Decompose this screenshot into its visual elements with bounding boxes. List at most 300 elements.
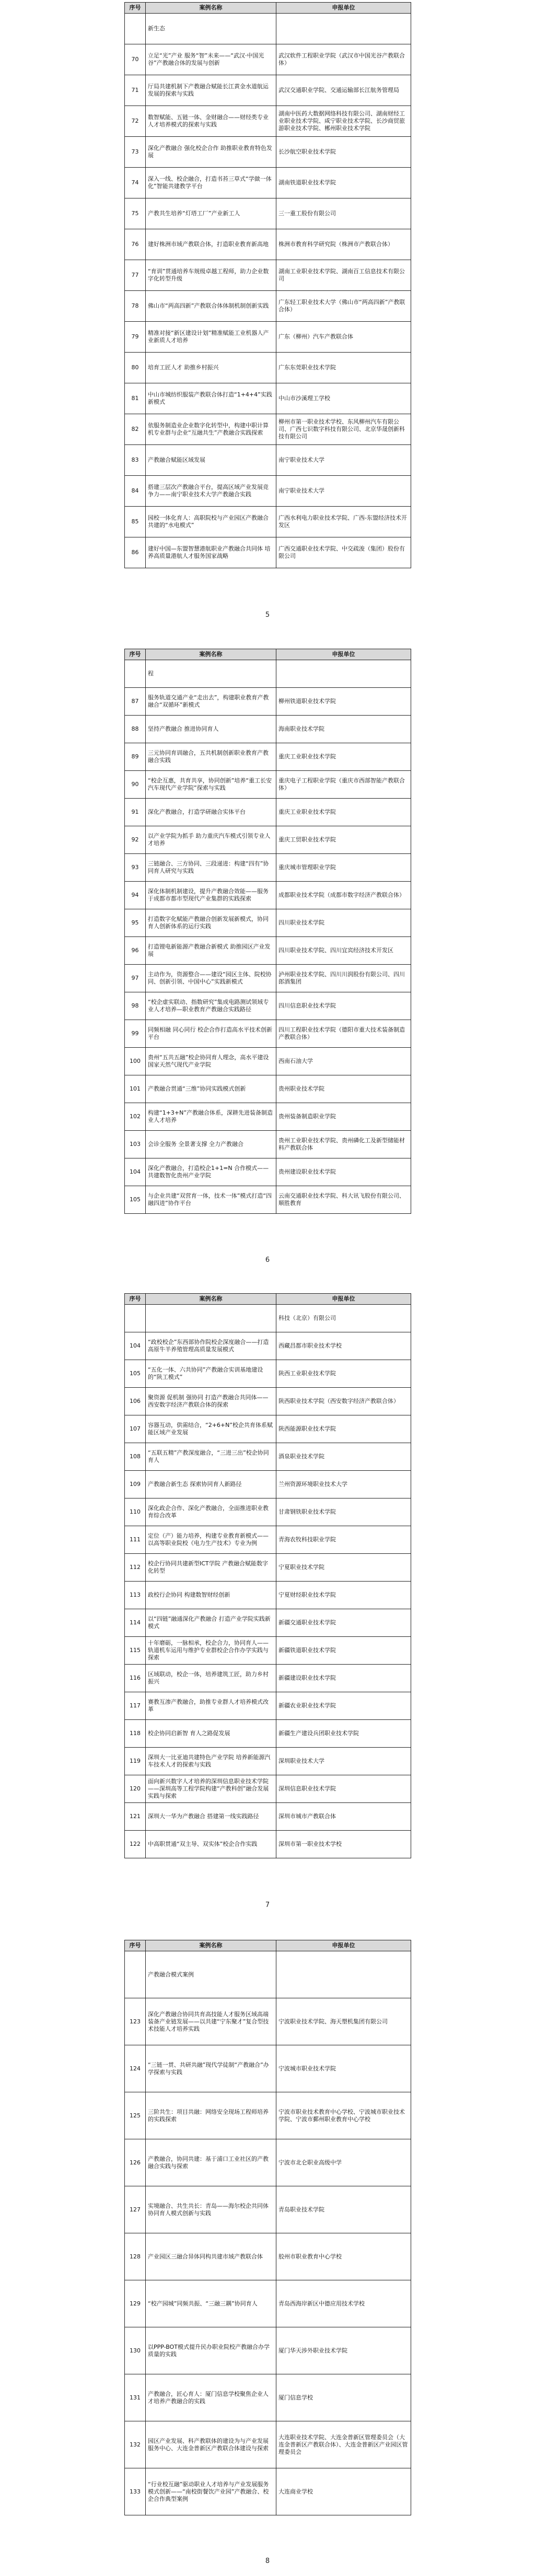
applicant-unit: 重庆工业职业技术学院 <box>276 743 411 771</box>
table-row <box>125 854 411 882</box>
table-row <box>125 2421 411 2468</box>
case-index: 132 <box>125 2421 146 2468</box>
table-row <box>125 1186 411 1214</box>
applicant-unit: 四川职业技术学院、四川宜宾经济技术开发区 <box>276 937 411 965</box>
case-index: 114 <box>125 1609 146 1637</box>
case-index: 103 <box>125 1131 146 1158</box>
header-index: 序号 <box>125 3 146 14</box>
table-row <box>125 1775 411 1803</box>
table-header-row <box>125 1294 411 1305</box>
case-name: 同频相融 同心同行 校企合作打造高水平技术创新平台 <box>146 1020 276 1048</box>
case-name: 三元协同育训融合，五共机制创新职业教育产教融合实践 <box>146 743 276 771</box>
case-index: 117 <box>125 1692 146 1720</box>
table-header-row <box>125 3 411 14</box>
case-index: 104 <box>125 1158 146 1186</box>
applicant-unit: 成都职业技术学院（成都市数字经济产教联合体） <box>276 882 411 909</box>
case-index: 102 <box>125 1103 146 1131</box>
case-index: 124 <box>125 2045 146 2092</box>
case-index: 76 <box>125 229 146 260</box>
case-index: 94 <box>125 882 146 909</box>
case-name: 贵州“五共五融”校企协同育人理念，高水平建设国家天然气现代产业学院 <box>146 1048 276 1075</box>
table-header-row <box>125 1940 411 1951</box>
applicant-unit: 湖南铁道职业技术学院 <box>276 168 411 198</box>
table-row <box>125 537 411 568</box>
case-index: 115 <box>125 1637 146 1665</box>
applicant-unit: 三一重工股份有限公司 <box>276 198 411 229</box>
header-case-name: 案例名称 <box>146 3 276 14</box>
case-index: 122 <box>125 1831 146 1858</box>
case-index: 107 <box>125 1415 146 1443</box>
table-row <box>125 1831 411 1858</box>
case-index: 125 <box>125 2092 146 2139</box>
table-row <box>125 992 411 1020</box>
case-index: 127 <box>125 2186 146 2233</box>
table-row <box>125 2233 411 2280</box>
applicant-unit: 广东轻工职业技术大学（佛山市“两高四新”产教联合体） <box>276 291 411 322</box>
applicant-unit: 宁夏财经职业技术学院 <box>276 1582 411 1609</box>
applicant-unit: 贵州工业职业技术学院、贵州磷化工及新型储能材料产教联合体 <box>276 1131 411 1158</box>
case-name: 以产业学院为抓手 助力重庆汽车模式引领专业人才培养 <box>146 826 276 854</box>
case-name: 中山市城纺织服装产教联合体打造“1+4+4”实践新模式 <box>146 383 276 414</box>
table-row <box>125 2045 411 2092</box>
table-row <box>125 2468 411 2515</box>
table-row <box>125 198 411 229</box>
case-index: 101 <box>125 1075 146 1103</box>
page-number: 8 <box>265 2557 270 2565</box>
case-name: 新生态 <box>146 14 276 44</box>
case-name: 培育工匠人才 助推乡村振兴 <box>146 353 276 383</box>
case-index: 106 <box>125 1388 146 1415</box>
case-index: 92 <box>125 826 146 854</box>
applicant-unit: 贵州装备制造职业学院 <box>276 1103 411 1131</box>
table-row <box>125 168 411 198</box>
case-name: 十年磨砺，一脉相承，校企合力，协同育人——轨道机车运用与维护专业群校企合作办学实践与探索 <box>146 1637 276 1665</box>
table-row <box>125 137 411 168</box>
case-name: “校企互惠，共育共享，协同创新”培养“重工长安汽车现代产业学院”探索与实践 <box>146 771 276 799</box>
case-name: 坚持产教融合 推进协同育人 <box>146 716 276 743</box>
table-row <box>125 2186 411 2233</box>
applicant-unit: 四川信息职业技术学院 <box>276 992 411 1020</box>
applicant-unit <box>276 660 411 688</box>
table-row <box>125 1748 411 1775</box>
case-index: 105 <box>125 1360 146 1388</box>
case-index: 71 <box>125 75 146 106</box>
table-row <box>125 353 411 383</box>
case-name: 深化产教融合，打造校企1+1=N 合作模式——共建数智化贵州产业学院 <box>146 1158 276 1186</box>
case-index: 105 <box>125 1186 146 1214</box>
table-row <box>125 44 411 75</box>
table-row <box>125 1609 411 1637</box>
applicant-unit: 西南石油大学 <box>276 1048 411 1075</box>
case-index: 123 <box>125 1998 146 2045</box>
table-row <box>125 909 411 937</box>
applicant-unit <box>276 14 411 44</box>
case-index: 116 <box>125 1665 146 1692</box>
table-row <box>125 1388 411 1415</box>
applicant-unit: 南宁职业技术大学 <box>276 445 411 476</box>
applicant-unit: 大连职业技术学院、大连金普新区管理委员会（大连金普新区产教联合体）、大连金普新区产业园区管理委员会 <box>276 2421 411 2468</box>
applicant-unit: 株洲市教育科学研究院（株洲市产教联合体） <box>276 229 411 260</box>
table-row <box>125 771 411 799</box>
table-row <box>125 965 411 992</box>
table-row <box>125 1554 411 1582</box>
case-name: 产教融合，匠心育人：厦门信息学校聚焦企业人才培养产教融合的实践 <box>146 2374 276 2421</box>
case-index: 111 <box>125 1526 146 1554</box>
table-row <box>125 383 411 414</box>
applicant-unit: 广西水利电力职业技术学院、广西-东盟经济技术开发区 <box>276 507 411 537</box>
applicant-unit: 长沙航空职业技术学院 <box>276 137 411 168</box>
case-index: 97 <box>125 965 146 992</box>
case-name: 深化产教融合，打造学研融合实体平台 <box>146 799 276 826</box>
table-row <box>125 476 411 507</box>
case-name: 深圳大一比亚迪共建特色产业学院 培养新能源汽车技术人才的探索与实践 <box>146 1748 276 1775</box>
table-row <box>125 1305 411 1332</box>
header-applicant: 申报单位 <box>276 1940 411 1951</box>
case-name: 政校行企协同 构建数智财经创新 <box>146 1582 276 1609</box>
table-row <box>125 1471 411 1498</box>
applicant-unit: 重庆电子工程职业学院（重庆市西部智能产教联合体） <box>276 771 411 799</box>
table-row <box>125 1443 411 1471</box>
case-name: “五化一体、六共协同”产教融合实训基地建设的“陕工模式” <box>146 1360 276 1388</box>
case-name: 实境融合、共生共长：青岛——海尔校企共同体协同育人模式创新与实践 <box>146 2186 276 2233</box>
case-index: 119 <box>125 1748 146 1775</box>
applicant-unit: 新疆建设职业技术学院 <box>276 1665 411 1692</box>
case-name: 会诊全服务 全景著支撑 全力产教融合 <box>146 1131 276 1158</box>
case-name: 构建“1+3+N”产教融合体系，深耕先进装备制造业人才培养 <box>146 1103 276 1131</box>
case-name: 深化政企合作、深化产教融合，全面推进职业教育综合改革 <box>146 1498 276 1526</box>
table-row <box>125 507 411 537</box>
case-name: 产教融合，协同共建：基于浦口工业社区的产教融合实践与探索 <box>146 2139 276 2186</box>
case-index: 72 <box>125 106 146 137</box>
applicant-unit: 湖南中医药大数据网络科技有限公司、湖南财经工业职业技术学院、咸宁职业技术学院、长沙商贸旅游职业技术学院、郴州职业技术学院 <box>276 106 411 137</box>
table-row <box>125 1498 411 1526</box>
applicant-unit: 广西交通职业技术学院、中交疏浚（集团）股份有限公司 <box>276 537 411 568</box>
applicant-unit: 贵州职业技术学院 <box>276 1075 411 1103</box>
applicant-unit: 宁波市北仑职业高级中学 <box>276 2139 411 2186</box>
page-number: 7 <box>265 1901 270 1909</box>
case-name: 主动作为，资源整合——建设“园区主体、院校协同、创新引领、中国中心”实践新模式 <box>146 965 276 992</box>
case-table <box>124 1940 411 2515</box>
case-name: “五联五精”产教深度融合，“三进三出”校企协同育人 <box>146 1443 276 1471</box>
applicant-unit: 四川职业技术学院 <box>276 909 411 937</box>
case-name: 服务轨道交通产业“走出去”，构建职业教育产教融合“双循环”新模式 <box>146 688 276 716</box>
applicant-unit: 海南职业技术学院 <box>276 716 411 743</box>
table-row <box>125 937 411 965</box>
case-index: 126 <box>125 2139 146 2186</box>
applicant-unit: 武汉交通职业学院、交通运输部长江航务管理局 <box>276 75 411 106</box>
case-name: 产业园区三融合异体同构共建市域产教联合体 <box>146 2233 276 2280</box>
table-row <box>125 1665 411 1692</box>
case-index: 129 <box>125 2280 146 2327</box>
table-row <box>125 1526 411 1554</box>
case-index: 98 <box>125 992 146 1020</box>
case-index: 100 <box>125 1048 146 1075</box>
case-index: 93 <box>125 854 146 882</box>
applicant-unit: 广东（柳州）汽车产教联合体 <box>276 322 411 353</box>
applicant-unit: 甘肃钢铁职业技术学院 <box>276 1498 411 1526</box>
case-name: 以“四链”融通深化产教融合 打造产业学院实践新模式 <box>146 1609 276 1637</box>
case-index: 99 <box>125 1020 146 1048</box>
table-row <box>125 1692 411 1720</box>
header-index: 序号 <box>125 649 146 660</box>
case-name: 产教融合新生态 探索协同育人新路径 <box>146 1471 276 1498</box>
table-row <box>125 1103 411 1131</box>
applicant-unit: 武汉软件工程职业学院（武汉市中国光谷产教联合体） <box>276 44 411 75</box>
case-index: 83 <box>125 445 146 476</box>
table-row <box>125 1158 411 1186</box>
case-index: 85 <box>125 507 146 537</box>
case-index: 79 <box>125 322 146 353</box>
applicant-unit: 酒泉职业技术学院 <box>276 1443 411 1471</box>
case-name: “政校校企”东西部协作院校企深度融合——打造高原牛羊养殖管理高质量发展模式 <box>146 1332 276 1360</box>
table-header-row <box>125 649 411 660</box>
applicant-unit: 宁波城市职业技术学院 <box>276 2045 411 2092</box>
applicant-unit: 厦门华天涉外职业技术学院 <box>276 2327 411 2374</box>
case-name: 厅局共建机制下产教融合赋能长江黄金水道航运发展的探索与实践 <box>146 75 276 106</box>
applicant-unit: 青岛西海岸新区中德应用技术学校 <box>276 2280 411 2327</box>
table-row <box>125 1720 411 1748</box>
case-name: 三阶共生：项目共融：网络安全现场工程师培养的实践探索 <box>146 2092 276 2139</box>
applicant-unit: 南宁职业技术大学 <box>276 476 411 507</box>
table-row <box>125 106 411 137</box>
case-name: 面向新兴数字人才培养的深圳信息职业技术学院——深圳高等工程学院构建“产教科创”融合发展实践与探索 <box>146 1775 276 1803</box>
table-row <box>125 229 411 260</box>
header-case-name: 案例名称 <box>146 1940 276 1951</box>
table-row <box>125 2327 411 2374</box>
case-name: 园校一体化育人：高职院校与产业园区产教融合共建的“水电模式” <box>146 507 276 537</box>
case-name: 深化产教融合 强化校企合作 助推职业教育特色发展 <box>146 137 276 168</box>
case-index: 110 <box>125 1498 146 1526</box>
applicant-unit: 柳州铁道职业技术学院 <box>276 688 411 716</box>
applicant-unit: 厦门信息学校 <box>276 2374 411 2421</box>
applicant-unit: 西藏昌都市职业技术学校 <box>276 1332 411 1360</box>
applicant-unit: 重庆城市管理职业学院 <box>276 854 411 882</box>
case-name: 聚资源 促机制 强协同 打造产教融合共同体——西安数字经济产教联合体的探索 <box>146 1388 276 1415</box>
case-name: 产教共生培养“灯塔工厂”产业新工人 <box>146 198 276 229</box>
case-index: 81 <box>125 383 146 414</box>
case-index: 75 <box>125 198 146 229</box>
case-index <box>125 1951 146 1998</box>
case-name: “校企虚实联动、指数研究”集成电路测试领域专业人才培养—职业教育产教融合实践路径 <box>146 992 276 1020</box>
applicant-unit: 陕西能源职业技术学院 <box>276 1415 411 1443</box>
case-name: 深化产教融合协同共育高技能人才服务区域高端装备产业链发展——以共建“宁东聚才”复合型技术技能人才培养实践 <box>146 1998 276 2045</box>
applicant-unit: 青岛职业技术学院 <box>276 2186 411 2233</box>
case-index: 91 <box>125 799 146 826</box>
header-case-name: 案例名称 <box>146 1294 276 1305</box>
case-index: 118 <box>125 1720 146 1748</box>
applicant-unit: 广东东莞职业技术学院 <box>276 353 411 383</box>
table-row <box>125 688 411 716</box>
case-name: 打造数字化赋能产教融合创新发展新模式，协同育人创新体系的运行实践 <box>146 909 276 937</box>
table-row <box>125 1637 411 1665</box>
case-name: 以PPP-BOT模式提升民办职业院校产教融合办学质量的实践 <box>146 2327 276 2374</box>
case-name: 依服务制造业企业数字化转型中，构建中职计算机专业群与企业“互融共生”产教融合实践探索 <box>146 414 276 445</box>
case-name: 搭建三层次产教融合平台，提高区域产业发展竞争力——南宁职业技术大学产教融合实践 <box>146 476 276 507</box>
case-table <box>124 1293 411 1858</box>
applicant-unit: 科技（北京）有限公司 <box>276 1305 411 1332</box>
applicant-unit: 四川工程职业技术学院（德阳市重大技术装备制造产教联合体） <box>276 1020 411 1048</box>
header-index: 序号 <box>125 1294 146 1305</box>
applicant-unit: 新疆生产建设兵团职业技术学院 <box>276 1720 411 1748</box>
case-name: 中高职贯通“双主导、双实体”校企合作实践 <box>146 1831 276 1858</box>
case-name: 园区产业发展、科产教联体的建设为与产业发展服务中心、大连金普新区产教联合体建设与探索 <box>146 2421 276 2468</box>
case-name: 深圳大一华为产教融合 搭建第一线实践路径 <box>146 1803 276 1831</box>
header-applicant: 申报单位 <box>276 649 411 660</box>
case-index: 112 <box>125 1554 146 1582</box>
case-index: 120 <box>125 1775 146 1803</box>
table-row <box>125 799 411 826</box>
case-index: 95 <box>125 909 146 937</box>
case-name: 深入一线、校企融合，打造书苔三草式“学做一体化”智能共建教学平台 <box>146 168 276 198</box>
case-index: 88 <box>125 716 146 743</box>
case-name: 立足“光”产业 服务“智”未来——“武汉·中国光谷”产教融合体的发展与创新 <box>146 44 276 75</box>
case-name <box>146 1305 276 1332</box>
case-name: 产教融合赋能区域发展 <box>146 445 276 476</box>
case-name: “行业校互融”驱动职业人才培养与产业发展服务模式创新——“南校街餐饮产业园”产教融合、校企合作典型案例 <box>146 2468 276 2515</box>
table-row <box>125 322 411 353</box>
case-index: 104 <box>125 1332 146 1360</box>
table-row <box>125 826 411 854</box>
case-index: 82 <box>125 414 146 445</box>
case-name: “三链一贯、共研共融”现代学徒制“产教融合”办学探索与实践 <box>146 2045 276 2092</box>
table-row <box>125 1048 411 1075</box>
case-name: 产教融合模式案例 <box>146 1951 276 1998</box>
table-row <box>125 2092 411 2139</box>
applicant-unit: 宁波职业技术学院、海天塑机集团有限公司 <box>276 1998 411 2045</box>
applicant-unit: 新疆农业职业技术学院 <box>276 1692 411 1720</box>
header-applicant: 申报单位 <box>276 3 411 14</box>
applicant-unit: 深圳市第一职业技术学校 <box>276 1831 411 1858</box>
case-name: 定位（产）能力培养，构建专业教育新模式——以高等职业院校《电力生产技术》专业为例 <box>146 1526 276 1554</box>
case-name: “校产园城”同频共振、“三融三耦”协同育人 <box>146 2280 276 2327</box>
case-index: 130 <box>125 2327 146 2374</box>
case-index: 113 <box>125 1582 146 1609</box>
case-index: 90 <box>125 771 146 799</box>
case-index: 80 <box>125 353 146 383</box>
applicant-unit: 宁波市职业技术教育中心学校、宁波城市职业技术学院、宁波市鄞州职业教育中心学校 <box>276 2092 411 2139</box>
case-name: 打造锂电新能源产教融合新模式 助推园区产业发展 <box>146 937 276 965</box>
table-row <box>125 260 411 291</box>
applicant-unit: 新疆铁道职业技术学院 <box>276 1637 411 1665</box>
case-index <box>125 660 146 688</box>
applicant-unit: 陕西职业技术学院（西安数字经济产教联合体） <box>276 1388 411 1415</box>
case-name: “育训”贯通培养车规级卓越工程师，助力企业数字化转型升级 <box>146 260 276 291</box>
applicant-unit: 贵州建设职业技术学院 <box>276 1158 411 1186</box>
table-row <box>125 2280 411 2327</box>
case-index: 86 <box>125 537 146 568</box>
case-index: 128 <box>125 2233 146 2280</box>
case-index: 89 <box>125 743 146 771</box>
applicant-unit: 深圳职业技术大学 <box>276 1748 411 1775</box>
header-applicant: 申报单位 <box>276 1294 411 1305</box>
case-index <box>125 14 146 44</box>
case-index: 121 <box>125 1803 146 1831</box>
table-row <box>125 1075 411 1103</box>
applicant-unit: 湖南工业职业技术学院、湖南百工信息技术有限公司 <box>276 260 411 291</box>
case-name: 区域联动，校企一体，培养建筑工匠，助力乡村振兴 <box>146 1665 276 1692</box>
header-index: 序号 <box>125 1940 146 1951</box>
table-row <box>125 1803 411 1831</box>
table-row <box>125 716 411 743</box>
case-name: 校企协同启新智 育人之路促发展 <box>146 1720 276 1748</box>
case-index: 77 <box>125 260 146 291</box>
applicant-unit: 青海农牧科技职业学院 <box>276 1526 411 1554</box>
case-index: 109 <box>125 1471 146 1498</box>
applicant-unit: 中山市沙溪理工学校 <box>276 383 411 414</box>
table-row <box>125 1131 411 1158</box>
table-row <box>125 1415 411 1443</box>
table-row <box>125 1332 411 1360</box>
table-row <box>125 75 411 106</box>
table-row <box>125 14 411 44</box>
case-name: 建好株洲市域产教联合体，打造职业教育新高地 <box>146 229 276 260</box>
case-index: 87 <box>125 688 146 716</box>
case-index: 73 <box>125 137 146 168</box>
case-table <box>124 2 411 568</box>
case-name: 与企业共建“双营育一体，技术一体”模式打造“四融四进”协作平台 <box>146 1186 276 1214</box>
table-row <box>125 743 411 771</box>
case-name: 深化体制机制建设，提升产教融合效能——服务于成都市都市型现代产业集群的实践探索 <box>146 882 276 909</box>
page-number: 6 <box>265 1256 270 1264</box>
case-name: 数智赋能、五链一体、金财融合——财经类专业人才培养模式的探索与实践 <box>146 106 276 137</box>
applicant-unit: 深圳信息职业技术学院 <box>276 1775 411 1803</box>
applicant-unit: 大连商业学校 <box>276 2468 411 2515</box>
applicant-unit: 陕西工业职业技术学院 <box>276 1360 411 1388</box>
header-case-name: 案例名称 <box>146 649 276 660</box>
case-name: 校企行协同共建新型ICT学院 产教融合赋能数字化转型 <box>146 1554 276 1582</box>
case-index: 74 <box>125 168 146 198</box>
case-index: 96 <box>125 937 146 965</box>
applicant-unit: 胶州市职业教育中心学校 <box>276 2233 411 2280</box>
table-row <box>125 660 411 688</box>
case-index: 84 <box>125 476 146 507</box>
table-row <box>125 291 411 322</box>
case-name: 精准对接“新区建设计划”精准赋能工业机器人产业新质人才培养 <box>146 322 276 353</box>
case-name: 赛教互渗产教融合，助推专业群人才培养模式改革 <box>146 1692 276 1720</box>
table-row <box>125 445 411 476</box>
case-name: 容器互动，供需结合，“2+6+N”校企共育体系赋能区域产业发展 <box>146 1415 276 1443</box>
case-name: 产教融合贯通“三维”协同实践模式创新 <box>146 1075 276 1103</box>
table-row <box>125 1582 411 1609</box>
applicant-unit: 宁夏职业技术学院 <box>276 1554 411 1582</box>
case-name: 建好中国—东盟智慧港航职业产教融合共同体 培养高质量港航人才服务国家战略 <box>146 537 276 568</box>
case-name: 程 <box>146 660 276 688</box>
applicant-unit: 泸州职业技术学院、四川川润股份有限公司、四川郎酒集团 <box>276 965 411 992</box>
case-name: 三链融合、三方协同、三段递进：构建“四有”协同育人研究与实践 <box>146 854 276 882</box>
applicant-unit: 新疆交通职业技术学院 <box>276 1609 411 1637</box>
case-index: 108 <box>125 1443 146 1471</box>
applicant-unit: 深圳市城市产教联合体 <box>276 1803 411 1831</box>
case-index <box>125 1305 146 1332</box>
applicant-unit: 重庆工业职业技术学院 <box>276 799 411 826</box>
table-row <box>125 1951 411 1998</box>
applicant-unit: 重庆工贸职业技术学院 <box>276 826 411 854</box>
page-number: 5 <box>265 611 270 619</box>
case-name: 佛山市“两高四新”产教联合体体制机制创新实践 <box>146 291 276 322</box>
table-row <box>125 1020 411 1048</box>
applicant-unit <box>276 1951 411 1998</box>
case-index: 133 <box>125 2468 146 2515</box>
applicant-unit: 云南交通职业技术学院、科大讯飞股份有限公司、顺胜教育 <box>276 1186 411 1214</box>
applicant-unit: 兰州资源环境职业技术大学 <box>276 1471 411 1498</box>
table-row <box>125 2139 411 2186</box>
case-index: 70 <box>125 44 146 75</box>
applicant-unit: 柳州市第一职业技术学校、东风柳州汽车有限公司、广西七识数字科技有限公司、北京华晟创新科技有限公司 <box>276 414 411 445</box>
case-index: 131 <box>125 2374 146 2421</box>
table-row <box>125 414 411 445</box>
table-row <box>125 1998 411 2045</box>
table-row <box>125 882 411 909</box>
